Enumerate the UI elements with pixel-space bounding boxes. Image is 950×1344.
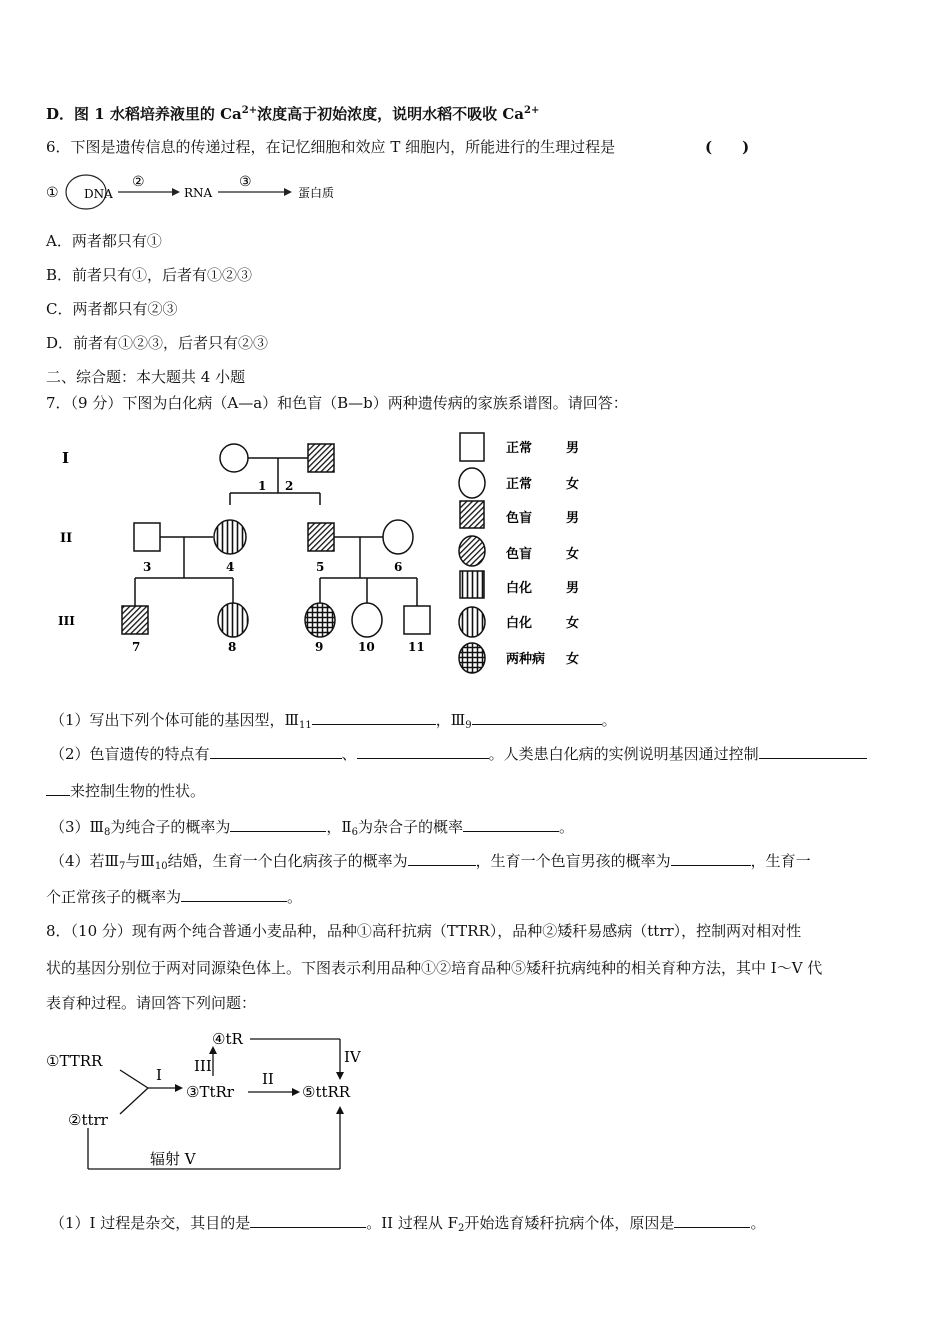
step-iv-label: IV bbox=[344, 1048, 361, 1066]
legend-label-1: 正常 bbox=[506, 441, 533, 456]
legend-label-7: 两种病 bbox=[506, 652, 546, 667]
translation-arrowhead bbox=[284, 188, 292, 196]
answer-blank[interactable] bbox=[210, 743, 342, 759]
f1-label: ③TtRr bbox=[186, 1083, 234, 1101]
num-4: 4 bbox=[226, 560, 235, 574]
step-ii-label: II bbox=[262, 1070, 274, 1088]
step-iii-label: III bbox=[194, 1057, 212, 1075]
step-v-label: 辐射 V bbox=[150, 1150, 196, 1168]
q6-stem: 6．下图是遗传信息的传递过程，在记忆细胞和效应 T 细胞内，所能进行的生理过程是 bbox=[46, 138, 616, 156]
q7-sub-4-cont: 个正常孩子的概率为 。 bbox=[46, 888, 303, 906]
transcription-arrowhead bbox=[172, 188, 180, 196]
q8-stem-line-2: 状的基因分别位于两对同源染色体上。下图表示利用品种①②培育品种⑤矮秆抗病纯种的相关育种方法，其中 I～V 代 bbox=[46, 959, 823, 977]
arrowhead-ii bbox=[292, 1088, 300, 1096]
legend-sex-5: 男 bbox=[566, 581, 580, 596]
legend-normal-female-symbol bbox=[459, 468, 485, 498]
gen-label-2: II bbox=[60, 531, 73, 546]
answer-blank[interactable] bbox=[408, 850, 476, 866]
num-7: 7 bbox=[132, 640, 141, 654]
individual-1 bbox=[220, 444, 248, 472]
individual-5 bbox=[308, 523, 334, 551]
answer-blank[interactable] bbox=[463, 816, 559, 832]
individual-6 bbox=[383, 520, 413, 554]
answer-blank[interactable] bbox=[472, 709, 602, 725]
arrowhead-v bbox=[336, 1106, 344, 1114]
individual-2 bbox=[308, 444, 334, 472]
label-circle-1: ① bbox=[46, 185, 59, 201]
q8-stem-line-3: 表育种过程。请回答下列问题： bbox=[46, 994, 257, 1012]
arrowhead-iv bbox=[336, 1072, 344, 1080]
q5-option-d: D．图 1 水稻培养液里的 $Ca^{2+}$浓度高于初始浓度，说明水稻不吸收 $Ca^{2+}$ bbox=[46, 105, 540, 123]
num-5: 5 bbox=[316, 560, 325, 574]
section-2-header: 二、综合题：本大题共 4 小题 bbox=[46, 368, 246, 386]
parent-1-label: ①TTRR bbox=[46, 1052, 103, 1070]
answer-blank[interactable] bbox=[46, 780, 70, 796]
q8-stem-line-1: 8．（10 分）现有两个纯合普通小麦品种，品种①高秆抗病（TTRR），品种②矮秆易感病（ttrr），控制两对相对性 bbox=[46, 922, 802, 940]
legend-normal-male-symbol bbox=[460, 433, 484, 461]
individual-11 bbox=[404, 606, 430, 634]
individual-8 bbox=[218, 603, 248, 637]
gen-label-3: III bbox=[58, 614, 75, 628]
num-1: 1 bbox=[258, 479, 267, 493]
legend-albino-male-symbol bbox=[460, 571, 484, 598]
q7-sub-3: $(3)Ⅲ_8$为纯合子的概率为 ，$Ⅱ_6$为杂合子的概率 。 bbox=[50, 818, 575, 838]
q8-sub-1: （1）I 过程是杂交，其目的是 。II 过程从 $F_2$开始选育矮秆抗病个体，原因是 。 bbox=[50, 1214, 766, 1234]
q6-answer-bracket: ( ) bbox=[705, 138, 750, 156]
answer-blank[interactable] bbox=[312, 709, 436, 725]
individual-9 bbox=[305, 603, 335, 637]
individual-7 bbox=[122, 606, 148, 634]
q6-option-b: B．前者只有①，后者有①②③ bbox=[46, 266, 253, 284]
legend-label-6: 白化 bbox=[506, 616, 533, 631]
individual-10 bbox=[352, 603, 382, 637]
label-circle-3: ③ bbox=[239, 174, 252, 190]
label-circle-2: ② bbox=[132, 174, 145, 190]
q7-sub-2-cont: 来控制生物的性状。 bbox=[46, 780, 205, 801]
legend-colorblind-female-symbol bbox=[459, 536, 485, 566]
num-2: 2 bbox=[285, 479, 294, 493]
dna-label: DNA bbox=[84, 187, 113, 201]
num-8: 8 bbox=[228, 640, 237, 654]
q6-transfer-diagram bbox=[40, 166, 360, 216]
q7-sub-2: （2）色盲遗传的特点有 、 。人类患白化病的实例说明基因通过控制 bbox=[50, 743, 867, 764]
legend-label-4: 色盲 bbox=[506, 547, 533, 562]
legend-label-5: 白化 bbox=[506, 581, 533, 596]
answer-blank[interactable] bbox=[671, 850, 751, 866]
haploid-label: ④tR bbox=[212, 1030, 243, 1048]
individual-3 bbox=[134, 523, 160, 551]
answer-blank[interactable] bbox=[357, 743, 489, 759]
q6-option-a: A．两者都只有① bbox=[46, 232, 162, 250]
legend-sex-1: 男 bbox=[566, 441, 580, 456]
q7-stem: 7．（9 分）下图为白化病（A—a）和色盲（B—b）两种遗传病的家族系谱图。请回答： bbox=[46, 394, 628, 412]
legend-colorblind-male-symbol bbox=[460, 501, 484, 528]
legend-sex-2: 女 bbox=[566, 477, 580, 492]
num-9: 9 bbox=[315, 640, 324, 654]
q6-option-d: D．前者有①②③，后者只有②③ bbox=[46, 334, 269, 352]
answer-blank[interactable] bbox=[181, 886, 287, 902]
q7-sub-1: （1）写出下列个体可能的基因型，$Ⅲ_{11}$ ，$Ⅲ_9$ 。 bbox=[50, 711, 617, 731]
answer-blank[interactable] bbox=[759, 743, 867, 759]
step-i-label: I bbox=[156, 1066, 162, 1084]
legend-sex-6: 女 bbox=[566, 616, 580, 631]
answer-blank[interactable] bbox=[250, 1212, 366, 1228]
answer-blank[interactable] bbox=[230, 816, 326, 832]
answer-blank[interactable] bbox=[674, 1212, 750, 1228]
q7-sub-4: （4）若$Ⅲ_7$与$Ⅲ_{10}$结婚，生育一个白化病孩子的概率为 ，生育一个色盲男孩的概率为 ，生育一 bbox=[50, 852, 811, 872]
rna-label: RNA bbox=[184, 186, 213, 200]
legend-albino-female-symbol bbox=[459, 607, 485, 637]
q7-pedigree-chart bbox=[50, 425, 610, 680]
num-11: 11 bbox=[408, 640, 425, 654]
q6-option-c: C．两者都只有②③ bbox=[46, 300, 178, 318]
legend-sex-7: 女 bbox=[566, 652, 580, 667]
gen-label-1: I bbox=[62, 449, 70, 467]
parent-2-label: ②ttrr bbox=[68, 1111, 108, 1129]
legend-label-3: 色盲 bbox=[506, 511, 533, 526]
protein-label: 蛋白质 bbox=[298, 186, 335, 200]
legend-label-2: 正常 bbox=[506, 477, 533, 492]
num-10: 10 bbox=[358, 640, 375, 654]
target-label: ⑤ttRR bbox=[302, 1083, 351, 1101]
num-3: 3 bbox=[143, 560, 152, 574]
legend-both-female-symbol bbox=[459, 643, 485, 673]
legend-sex-4: 女 bbox=[566, 547, 580, 562]
legend-sex-3: 男 bbox=[566, 511, 580, 526]
q8-breeding-diagram bbox=[40, 1022, 380, 1177]
num-6: 6 bbox=[394, 560, 403, 574]
arrowhead-i bbox=[175, 1084, 183, 1092]
individual-4 bbox=[214, 520, 246, 554]
